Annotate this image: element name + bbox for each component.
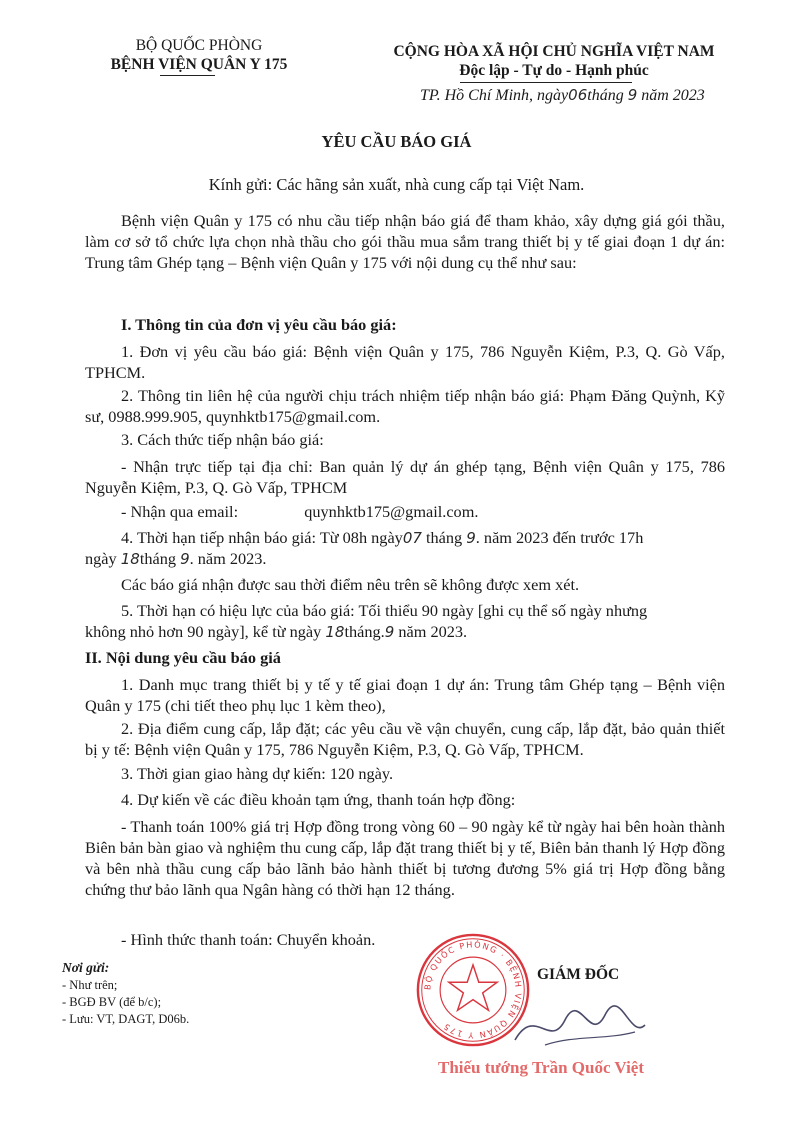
section1-item1: 1. Đơn vị yêu cầu báo giá: Bệnh viện Quân y 175, 786 Nguyễn Kiệm, P.3, Q. Gò Vấp, TPHCM.	[85, 342, 725, 382]
hospital-name: BỆNH VIỆN QUÂN Y 175	[110, 56, 288, 73]
section2-item3: 3. Thời gian giao hàng dự kiến: 120 ngày.	[121, 764, 394, 783]
signer-name: Thiếu tướng Trần Quốc Việt	[438, 1058, 645, 1077]
handwritten-end-day: 18	[120, 550, 140, 568]
section1-heading: I. Thông tin của đơn vị yêu cầu báo giá:	[121, 315, 397, 334]
recipients-heading: Nơi gửi:	[62, 960, 110, 975]
agency-underline	[160, 75, 215, 76]
handwritten-start-month: 9	[466, 529, 476, 547]
recipient-line: Kính gửi: Các hãng sản xuất, nhà cung cấp tại Việt Nam.	[208, 175, 585, 194]
handwritten-start-day: 07	[402, 529, 422, 547]
motto-underline	[460, 82, 632, 83]
email-address: quynhktb175@gmail.com.	[304, 502, 479, 521]
section1-item2: 2. Thông tin liên hệ của người chịu trách nhiệm tiếp nhận báo giá: Phạm Đăng Quỳnh, Kỹ sư, 0988.999.905, quynhktb175@gmail.com.	[85, 386, 725, 426]
motto: Độc lập - Tự do - Hạnh phúc	[459, 62, 649, 79]
section2-item4: 4. Dự kiến về các điều khoản tạm ứng, thanh toán hợp đồng:	[121, 790, 516, 809]
section2-item2: 2. Địa điểm cung cấp, lắp đặt; các yêu cầu về vận chuyển, cung cấp, lắp đặt, bảo quản thiết bị y tế: Bệnh viện Quân y 175, 786 Nguyễn Kiệm, P.3, Q. Gò Vấp, TPHCM.	[85, 719, 725, 759]
document-date: TP. Hồ Chí Minh, ngày06tháng 9 năm 2023	[420, 86, 705, 104]
section1-item4-note: Các báo giá nhận được sau thời điểm nêu trên sẽ không được xem xét.	[121, 575, 580, 594]
section1-item4-line1: 4. Thời hạn tiếp nhận báo giá: Từ 08h ngày07 tháng 9. năm 2023 đến trước 17h	[121, 528, 644, 547]
recipient-1: - Như trên;	[62, 978, 118, 992]
signatory-title: GIÁM ĐỐC	[537, 966, 620, 983]
handwritten-signature-icon	[505, 1000, 655, 1055]
recipient-3: - Lưu: VT, DAGT, D06b.	[62, 1012, 190, 1026]
national-motto	[384, 42, 724, 80]
section2-heading: II. Nội dung yêu cầu báo giá	[85, 648, 281, 667]
handwritten-month: 9	[627, 86, 638, 104]
section1-item3b: - Nhận qua email: quynhktb175@gmail.com.	[121, 502, 479, 521]
handwritten-valid-day: 18	[325, 623, 345, 641]
section1-item3a: - Nhận trực tiếp tại địa chỉ: Ban quản lý dự án ghép tạng, Bệnh viện Quân y 175, 786 Nguyễn Kiệm, P.3, Q. Gò Vấp, TPHCM	[85, 457, 725, 497]
section1-item3: 3. Cách thức tiếp nhận báo giá:	[121, 430, 324, 449]
handwritten-valid-month: 9	[384, 623, 395, 641]
section2-item1: 1. Danh mục trang thiết bị y tế y tế giai đoạn 1 dự án: Trung tâm Ghép tạng – Bệnh viện Quân y 175 (chi tiết theo phụ lục 1 kèm theo),	[85, 675, 725, 715]
ministry-name: BỘ QUỐC PHÒNG	[135, 37, 263, 54]
issuing-agency	[84, 36, 314, 74]
section2-item4b: - Hình thức thanh toán: Chuyển khoản.	[121, 930, 376, 949]
recipient-2: - BGĐ BV (để b/c);	[62, 995, 162, 1009]
section1-item4-line2: ngày 18tháng 9. năm 2023.	[85, 549, 267, 568]
section1-item5-line2: không nhỏ hơn 90 ngày], kể từ ngày 18tháng.9 năm 2023.	[85, 622, 468, 641]
intro-paragraph: Bệnh viện Quân y 175 có nhu cầu tiếp nhận báo giá để tham khảo, xây dựng giá gói thầu, làm cơ sở tổ chức lựa chọn nhà thầu cho gói thầu mua sắm trang thiết bị y tế giai đoạn 1 dự án: Trung tâm Ghép tạng – Bệnh viện Quân y 175 với nội dung cụ thể như sau:	[85, 211, 725, 272]
country-name: CỘNG HÒA XÃ HỘI CHỦ NGHĨA VIỆT NAM	[393, 43, 715, 60]
section2-item4a: - Thanh toán 100% giá trị Hợp đồng trong vòng 60 – 90 ngày kể từ ngày hai bên hoàn thành Biên bản bàn giao và nghiệm thu cung cấp, lắp đặt trang thiết bị y tế, Biên bản thanh lý Hợp đồng và bên nhà thầu cung cấp bảo lãnh bảo hành thiết bị tương đương 5% giá trị Hợp đồng bằng chứng thư bảo lãnh qua Ngân hàng có thời hạn 12 tháng.	[85, 817, 725, 899]
svg-text:BỘ QUỐC PHÒNG · BỆNH VIỆN QUÂN: BỘ QUỐC PHÒNG · BỆNH VIỆN QUÂN Y 175	[422, 939, 524, 1041]
document-title: YÊU CẦU BÁO GIÁ	[321, 132, 472, 151]
handwritten-day: 06	[568, 86, 588, 104]
handwritten-end-month: 9	[180, 550, 190, 568]
section1-item5-line1: 5. Thời hạn có hiệu lực của báo giá: Tối thiểu 90 ngày [ghi cụ thể số ngày nhưng	[121, 601, 648, 620]
